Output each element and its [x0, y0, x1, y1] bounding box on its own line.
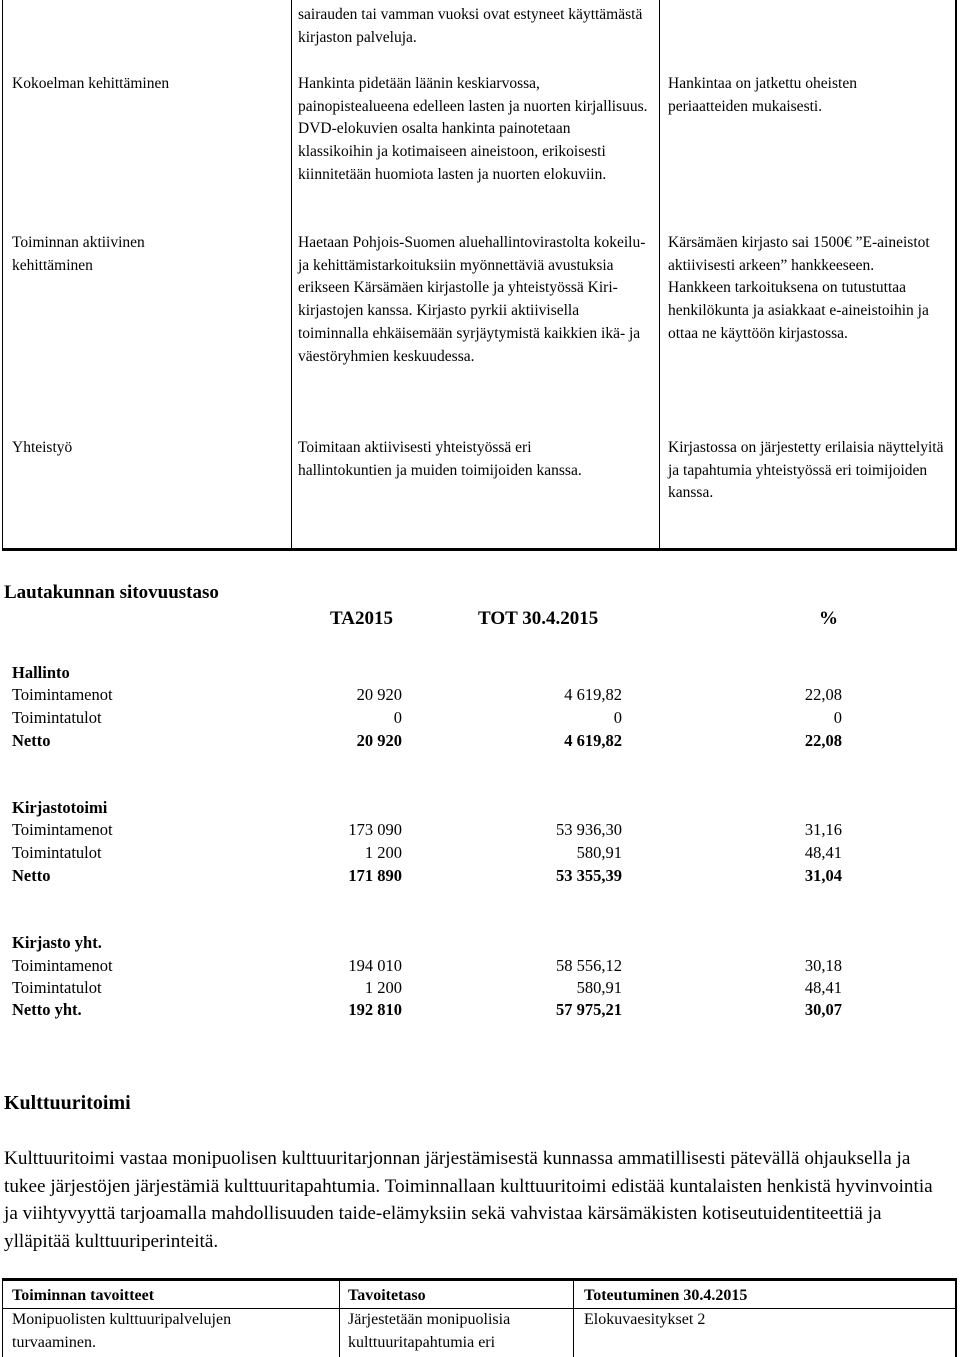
table-cell-heading: Yhteistyö — [12, 439, 73, 456]
table-header-target: Tavoitetaso — [348, 1287, 426, 1304]
budget-row: Toimintatulot 1 200 580,91 48,41 — [12, 843, 842, 862]
table-column-divider — [659, 0, 660, 548]
table-header-goals: Toiminnan tavoitteet — [12, 1287, 155, 1304]
table-cell-heading: Toiminnan aktiivinen kehittäminen — [12, 234, 145, 274]
budget-row-total: Netto 171 890 53 355,39 31,04 — [12, 866, 842, 885]
table-cell: Toimitaan aktiivisesti yhteistyössä eri hallintokuntien ja muiden toimijoiden kanssa. — [298, 439, 582, 479]
table-header-realization: Toteutuminen 30.4.2015 — [584, 1287, 748, 1304]
budget-title: Lautakunnan sitovuustaso — [4, 582, 219, 603]
column-header-pct: % — [819, 608, 838, 629]
table-cell-heading: Kokoelman kehittäminen — [12, 75, 170, 92]
column-header-tot: TOT 30.4.2015 — [478, 608, 599, 629]
budget-group-title: Hallinto — [12, 663, 70, 682]
table-cell: Haetaan Pohjois-Suomen aluehallintovirastolta kokeilu- ja kehittämistarkoituksiin myönnettäviä avustuksia erikseen Kärsämäen kirjastolle ja yhteistyössä Kiri-kirjastojen kanssa. Kirjasto pyrkii aktiivisella toiminnalla ehkäisemään syrjäytymistä kaikkien ikä- ja väestöryhmien keskuudessa. — [298, 234, 646, 365]
table-column-divider — [573, 1281, 574, 1357]
budget-row: Toimintatulot 1 200 580,91 48,41 — [12, 978, 842, 997]
column-header-ta: TA2015 — [330, 608, 393, 629]
budget-row-total: Netto 20 920 4 619,82 22,08 — [12, 731, 842, 750]
budget-group-title: Kirjastotoimi — [12, 798, 108, 817]
table-column-divider — [339, 1281, 340, 1357]
budget-row-total: Netto yht. 192 810 57 975,21 30,07 — [12, 1000, 842, 1019]
table-cell: Monipuolisten kulttuuripalvelujen turvaaminen. — [12, 1311, 232, 1351]
table-cell: Elokuvaesitykset 2 — [584, 1311, 706, 1328]
section-title: Kulttuuritoimi — [4, 1092, 131, 1114]
table-cell: Kirjastossa on järjestetty erilaisia näyttelyitä ja tapahtumia yhteistyössä eri toimijoiden kanssa. — [668, 439, 944, 502]
table-cell: Hankinta pidetään läänin keskiarvossa, painopistealueena edelleen lasten ja nuorten kirjallisuus. DVD-elokuvien osalta hankinta painotetaan klassikoihin ja kotimaiseen aineistoon, erikoisesti kiinnitetään huomiota lasten ja nuorten elokuviin. — [298, 75, 648, 183]
budget-row: Toimintamenot 20 920 4 619,82 22,08 — [12, 685, 842, 704]
budget-row: Toimintamenot 173 090 53 936,30 31,16 — [12, 820, 842, 839]
budget-group-title: Kirjasto yht. — [12, 933, 102, 952]
section-paragraph: Kulttuuritoimi vastaa monipuolisen kulttuuritarjonnan järjestämisestä kunnassa ammatillisesti pätevällä ohjauksella ja tukee järjestöjen järjestämiä kulttuuritapahtumia. Toiminnallaan kulttuuritoimi edistää kuntalaisten henkistä hyvinvointia ja viihtyvyyttä tarjoamalla mahdollisuuden taide-elämyksiin sekä vahvistaa kärsämäkisten kotiseutuidentiteettiä ja ylläpitää kulttuuriperinteitä. — [4, 1148, 933, 1252]
table-cell: Järjestetään monipuolisia kulttuuritapahtumia eri — [348, 1311, 511, 1351]
budget-row: Toimintamenot 194 010 58 556,12 30,18 — [12, 956, 842, 975]
table-cell: Hankintaa on jatkettu oheisten periaatteiden mukaisesti. — [668, 75, 857, 115]
budget-row: Toimintatulot 0 0 0 — [12, 708, 842, 727]
table-cell: Kärsämäen kirjasto sai 1500€ ”E-aineistot aktiivisesti arkeen” hankkeeseen. Hankkeen tarkoituksena on tutustuttaa henkilökunta ja asiakkaat e-aineistoihin ja ottaa ne käyttöön kirjastossa. — [668, 234, 930, 342]
table-cell: sairauden tai vamman vuoksi ovat estyneet käyttämästä kirjaston palveluja. — [298, 6, 643, 46]
table-column-divider — [291, 0, 292, 548]
